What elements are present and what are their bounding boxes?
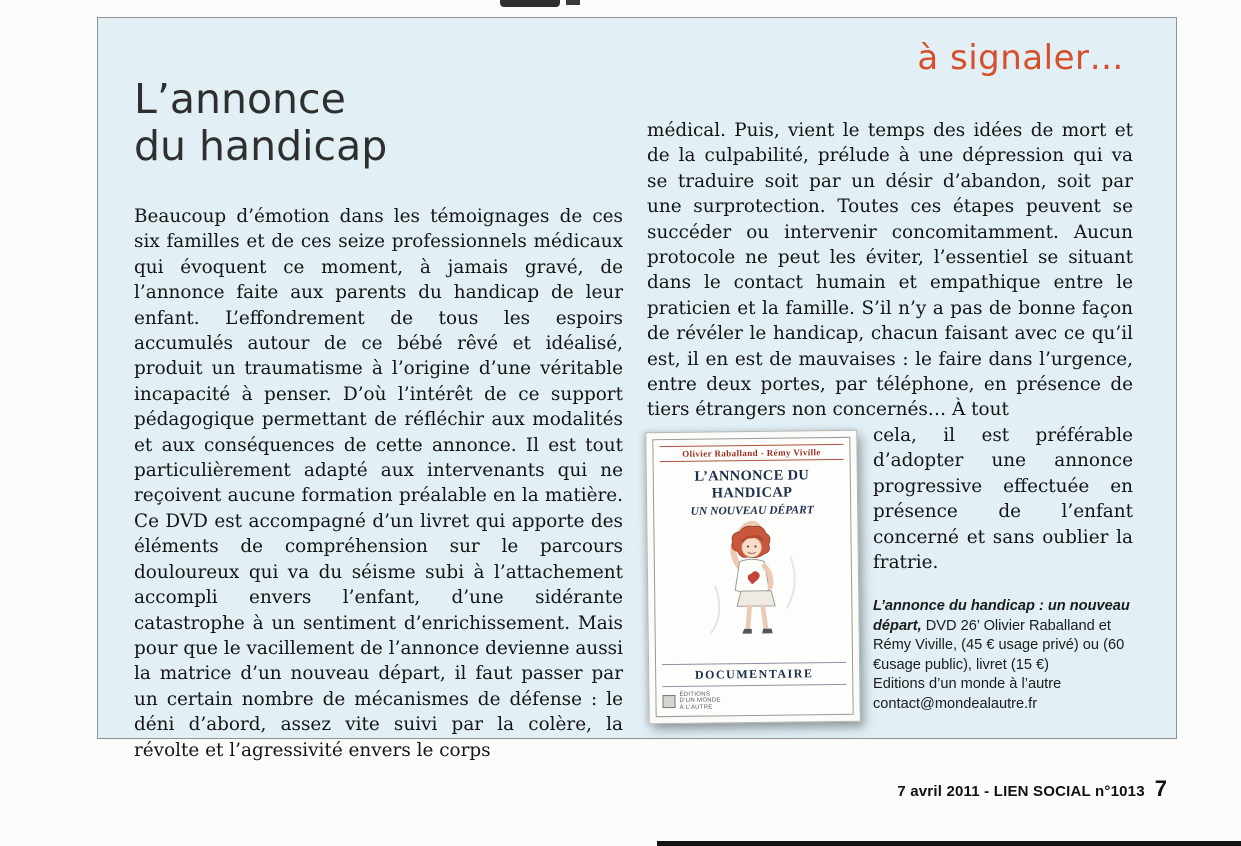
scan-artifact — [500, 0, 560, 7]
dvd-caption — [873, 597, 1133, 714]
paragraph-right-beside-cover: cela, il est préférable d’adopter une annonce progressive effectuée en présence de l’enfant concerné et sans oublier la fratrie. — [873, 424, 1133, 573]
cover-illustration — [693, 518, 813, 661]
article-panel — [97, 17, 1177, 761]
cover-art-area — [660, 516, 846, 664]
section-header: à signaler… — [917, 38, 1124, 78]
publisher-line: D’UN MONDE — [679, 697, 721, 704]
page-footer — [897, 776, 1167, 802]
publisher-line: À L’AUTRE — [679, 703, 713, 711]
article-title — [134, 76, 387, 170]
footer-date: 7 avril 2011 - — [897, 783, 994, 800]
caption-details: DVD 26’ Olivier Raballand et Rémy Viville, (45 € usage privé) ou (60 €usage public), livret (15 €) — [873, 617, 1125, 673]
scan-artifact — [566, 0, 580, 5]
publisher-logo — [662, 689, 846, 711]
paragraph-right-top: médical. Puis, vient le temps des idées de mort et de la culpabilité, prélude à une dépression qui va se traduire soit par un désir d’abandon, soit par une surprotection. Toutes ces étapes peuvent se succéder ou intervenir concomitamment. Aucun protocole ne peut les éviter, l’essentiel se situant dans le contact humain et empathique entre le praticien et la famille. S’il n’y a pas de bonne façon de révéler le handicap, chacun faisant avec ce qu’il est, il en est de mauvaises : le faire dans l’urgence, entre deux portes, par téléphone, en présence de tiers étrangers non concernés… À tout — [647, 120, 1133, 421]
page-number: 7 — [1154, 776, 1167, 801]
title-line-2: du handicap — [134, 122, 388, 170]
publisher-emblem-icon — [662, 695, 675, 708]
dvd-cover-genre: DOCUMENTAIRE — [662, 661, 846, 686]
caption-contact-email: contact@mondealautre.fr — [873, 695, 1038, 712]
paragraph-left: Beaucoup d’émotion dans les témoignages de ces six familles et de ces seize professionnels médicaux qui évoquent ce moment, à jamais gravé, de l’annonce faite aux parents du handicap de leur enfant. L’effondrement de tous les espoirs accumulés autour de ce bébé rêvé et idéalisé, produit un traumatisme à l’origine d’une véritable incapacité à penser. D’où l’intérêt de ce support pédagogique permettant de réfléchir aux modalités et aux conséquences de cette annonce. Il est tout particulièrement adapté aux intervenants qui ne reçoivent aucune formation préalable en la matière. Ce DVD est accompagné d’un livret qui apporte des éléments de compréhension sur le parcours douloureux qui va du séisme subi à l’attachement accompli envers l’enfant, d’une sidérante catastrophe à un sentiment d’enrichissement. Mais pour que le vacillement de l’annonce devienne aussi la matrice d’un nouveau départ, il faut passer par un certain nombre de mécanismes de défense : le déni d’abord, assez vite suivi par la colère, la révolte et l’agressivité envers le corps — [134, 206, 623, 761]
dvd-cover-title: L’ANNONCE DU HANDICAP — [694, 467, 810, 502]
caption-title: L’annonce du handicap : un nouveau départ, — [873, 598, 1130, 634]
publisher-line: ÉDITIONS — [679, 690, 711, 698]
scan-artifact — [657, 841, 1241, 846]
dvd-cover-authors: Olivier Raballand - Rémy Viville — [659, 444, 843, 462]
caption-publisher: Editions d’un monde à l’autre — [873, 676, 1062, 693]
dvd-cover — [645, 430, 861, 725]
dvd-cover-subtitle: UN NOUVEAU DÉPART — [690, 504, 814, 518]
publisher-name — [679, 691, 721, 711]
dvd-cover-frame — [652, 437, 853, 717]
article-column-right — [647, 118, 1133, 723]
title-line-1: L’annonce — [134, 75, 346, 123]
footer-journal-issue: LIEN SOCIAL n°1013 — [993, 783, 1145, 800]
article-column-left — [134, 204, 623, 763]
